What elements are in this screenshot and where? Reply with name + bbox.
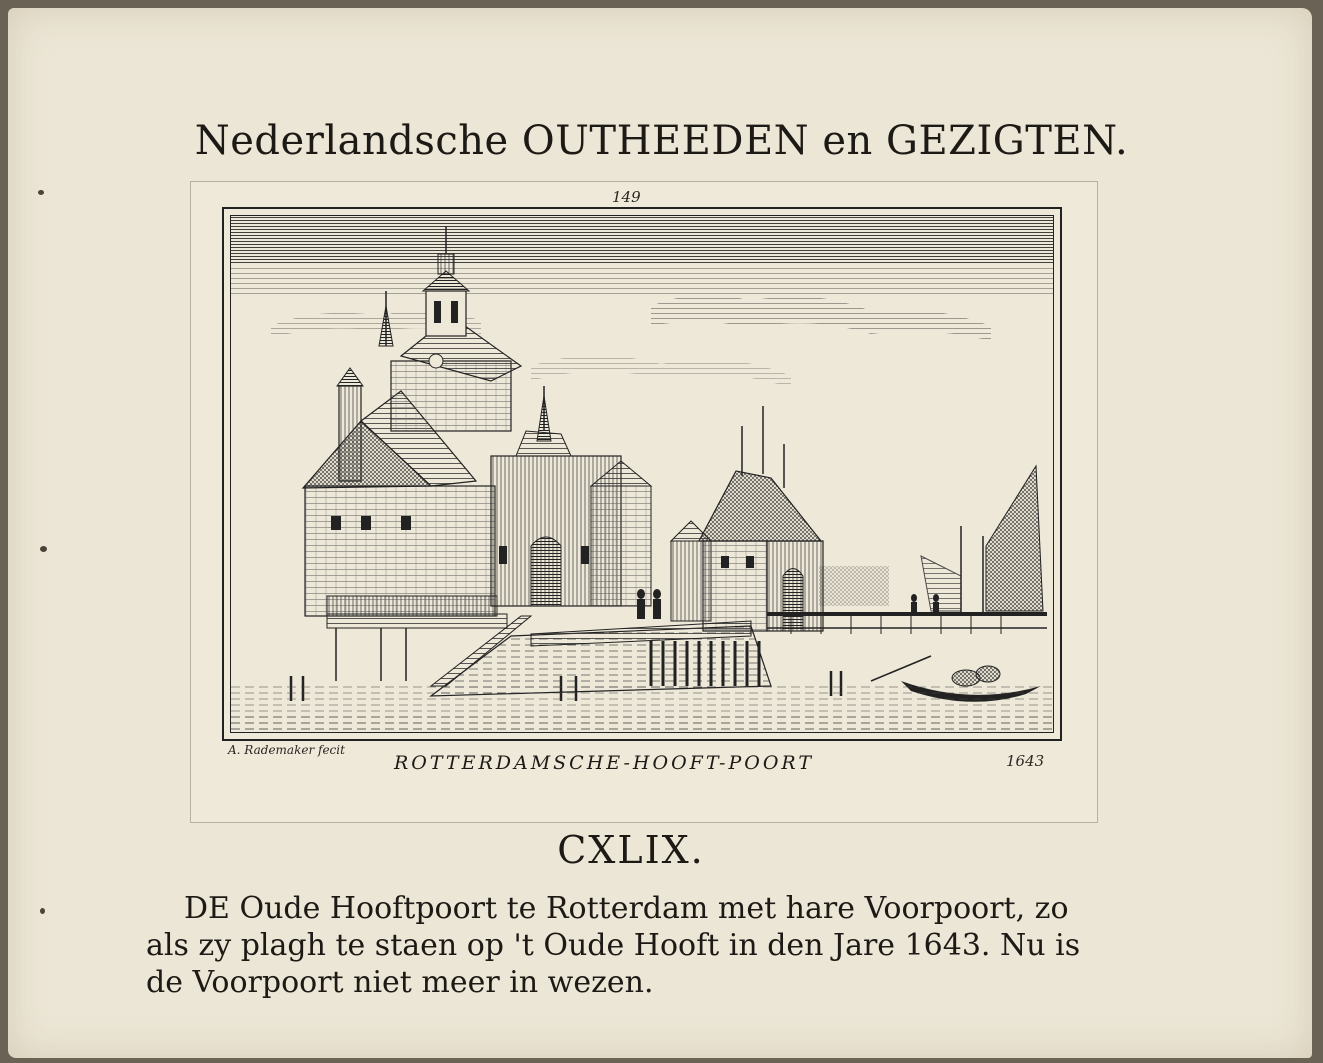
entry-numeral: CXLIX. — [557, 828, 705, 872]
plate-caption: ROTTERDAMSCHE-HOOFT-POORT — [394, 752, 815, 774]
description-line: de Voorpoort niet meer in wezen. — [146, 965, 654, 1000]
description-line: als zy plagh te staen op 't Oude Hooft in den Jare 1643. Nu is — [146, 928, 1081, 963]
plate-number: 149 — [612, 188, 641, 206]
entry-description — [146, 890, 1136, 1001]
engraving-frame — [222, 207, 1062, 741]
page-title: Nederlandsche OUTHEEDEN en GEZIGTEN. — [194, 118, 1129, 164]
gate-engraving-illustration — [231, 216, 1054, 733]
ink-speck — [40, 546, 47, 552]
engraving-image — [230, 215, 1054, 733]
artist-credit: A. Rademaker fecit — [228, 743, 345, 757]
ink-speck — [38, 190, 44, 195]
description-line: DE Oude Hooftpoort te Rotterdam met hare Voorpoort, zo — [184, 891, 1069, 926]
plate-year: 1643 — [1006, 752, 1045, 770]
ink-speck — [40, 908, 45, 914]
